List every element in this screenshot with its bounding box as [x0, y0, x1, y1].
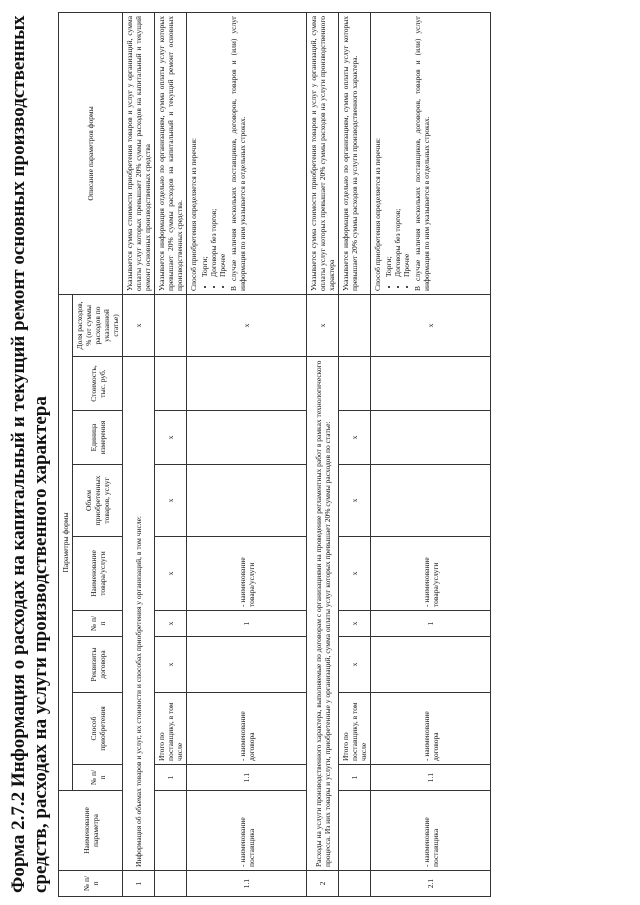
cell: - наименование поставщика	[371, 791, 491, 871]
col-method: Способ приобретения	[73, 693, 123, 765]
cell: - наименование договора	[371, 693, 491, 765]
cell: х	[339, 611, 371, 637]
cell	[155, 791, 187, 871]
method-list	[384, 16, 411, 277]
header-row	[59, 12, 73, 896]
col-cost: Стоимость, тыс. руб.	[73, 357, 123, 411]
cell: х	[155, 411, 187, 465]
col-requisites: Реквизиты договора	[73, 637, 123, 693]
note: В случае наличия нескольких поставщиков, договоров, товаров и (или) услуг информация по ним указывается в отдельных строках.	[229, 15, 247, 291]
cell: - наименование поставщика	[187, 791, 307, 871]
cell: х	[371, 294, 491, 356]
cell: х	[123, 294, 155, 356]
cell: Расходы на услуги производственного характера, выполняемые по договорам с организациями на проведение регламентных работ в рамках технологического процесса. Из них товары и услуги, приобретенные у организаций, сумма оплаты услуг которых превышает 20% суммы расходов по статье:	[307, 357, 339, 871]
method-intro: Способ приобретения определяется из перечня:	[189, 138, 198, 291]
cell	[187, 12, 307, 294]
cell: х	[155, 637, 187, 693]
list-item: • Торги;	[384, 16, 393, 277]
cell: 1.1	[371, 765, 491, 791]
cell	[371, 357, 491, 411]
col-goods: Наименование товара/услуги	[73, 537, 123, 611]
col-num: № п/п	[59, 871, 123, 897]
cell: 1	[187, 611, 307, 637]
cell	[371, 465, 491, 537]
cell: х	[155, 611, 187, 637]
cell: Указывается информация отдельно по организациям, сумма оплаты услуг которых превышает 20% суммы расходов на капитальный и текущий ремонт основных производственных средства.	[155, 12, 187, 294]
cell: х	[339, 537, 371, 611]
cell: 2	[307, 871, 339, 897]
list-item: • Прочее	[402, 16, 411, 277]
cell: х	[187, 294, 307, 356]
col-desc: Описание параметров формы	[59, 12, 123, 294]
method-list	[200, 16, 227, 277]
cell: - наименование товара/услуги	[371, 537, 491, 611]
cell: Информация об объемах товаров и услуг, их стоимости и способах приобретения у организаций, в том числе:	[123, 357, 155, 871]
cell	[155, 357, 187, 411]
cell: 1	[123, 871, 155, 897]
col-sub-num2: № п/п	[73, 611, 123, 637]
cell	[339, 871, 371, 897]
cell: 1	[155, 765, 187, 791]
table-row	[187, 12, 307, 896]
col-volume: Объем приобретенных товаров, услуг	[73, 465, 123, 537]
cell	[339, 791, 371, 871]
cell: - наименование товара/услуги	[187, 537, 307, 611]
col-unit: Единица измерения	[73, 411, 123, 465]
method-intro: Способ приобретения определяется из перечня:	[373, 138, 382, 291]
cell: х	[339, 465, 371, 537]
cell: х	[339, 411, 371, 465]
col-share: Доля расходов, % (от суммы расходов по указанной статье)	[73, 294, 123, 356]
col-sub-num: № п/п	[73, 765, 123, 791]
cell: 1	[371, 611, 491, 637]
cell: Указывается информация отдельно по организациям, сумма оплаты услуг которых превышает 20% суммы расходов на услуги производственного характера.	[339, 12, 371, 294]
cell: 1.1	[187, 765, 307, 791]
cell	[339, 357, 371, 411]
cell	[187, 411, 307, 465]
cell: Указывается сумма стоимости приобретения товаров и услуг у организаций, сумма оплаты услуг которых превышает 20% суммы расходов на услуги производственного характера	[307, 12, 339, 294]
cell: Итого по поставщику, в том числе	[339, 693, 371, 765]
col-param-name: Наименование параметра	[59, 791, 123, 871]
cell: х	[307, 294, 339, 356]
note: В случае наличия нескольких поставщиков, договоров, товаров и (или) услуг информация по ним указывается в отдельных строках.	[413, 15, 431, 291]
table-row	[371, 12, 491, 896]
table-row	[155, 12, 187, 896]
list-item: • Договоры без торгов;	[393, 16, 402, 277]
cell	[187, 637, 307, 693]
col-group: Параметры формы	[59, 294, 73, 790]
form-title: Форма 2.7.2 Информация о расходах на капитальный и текущий ремонт основных производственных средств, расходах на услуги производственного характера	[8, 15, 51, 893]
list-item: • Договоры без торгов;	[209, 16, 218, 277]
table-row	[339, 12, 371, 896]
cell: х	[155, 465, 187, 537]
cell	[371, 12, 491, 294]
table-row	[123, 12, 155, 896]
cell: Итого по поставщику, в том числе	[155, 693, 187, 765]
cell	[339, 294, 371, 356]
cell	[187, 465, 307, 537]
cell	[187, 357, 307, 411]
cell: х	[155, 537, 187, 611]
cell	[371, 637, 491, 693]
cell: Указывается сумма стоимости приобретения товаров и услуг у организаций, сумма оплаты услуг которых превышает 20% суммы расходов на капитальный и текущий ремонт основных производственных средства	[123, 12, 155, 294]
cell: - наименование договора	[187, 693, 307, 765]
table-row	[307, 12, 339, 896]
cell	[155, 871, 187, 897]
cell: 1	[339, 765, 371, 791]
cell: 2.1	[371, 871, 491, 897]
list-item: • Торги;	[200, 16, 209, 277]
list-item: • Прочее	[218, 16, 227, 277]
form-table	[58, 12, 491, 897]
cell	[155, 294, 187, 356]
cell: 1.1	[187, 871, 307, 897]
cell	[371, 411, 491, 465]
cell: х	[339, 637, 371, 693]
